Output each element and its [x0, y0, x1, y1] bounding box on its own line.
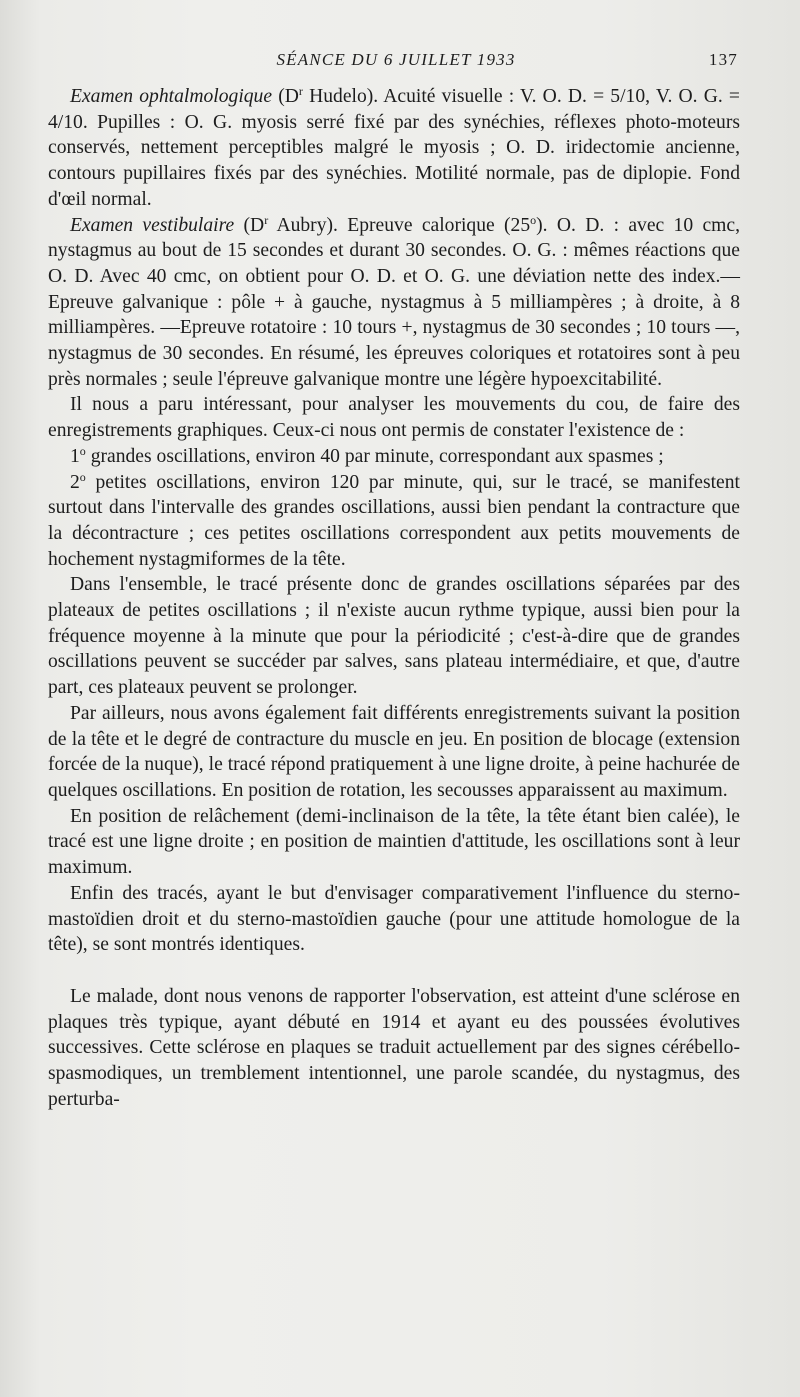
- body-text: [48, 84, 740, 1112]
- page-header-title: SÉANCE DU 6 JUILLET 1933: [276, 50, 516, 69]
- doctor-name: Hudelo: [309, 86, 367, 107]
- paragraph: Enfin des tracés, ayant le but d'envisager comparativement l'influence du sterno-mastoïdien droit et du sterno-mastoïdien gauche (pour une attitude homologue de la tête), se sont montrés identiques.: [48, 882, 740, 956]
- doctor-name: Aubry: [276, 214, 327, 236]
- list-item: 2$^o$ petites oscillations, environ 120 par minute, qui, sur le tracé, se manifestent surtout dans l'intervalle des grandes oscillations, aussi bien pendant la contracture que la décontracture ; ces petites oscillations correspondent aux petits mouvements de hochement nystagmiformes de la tête.: [48, 469, 740, 570]
- paragraph-vestibular-exam: Examen vestibulaire ($D^r$ Aubry). Epreuve calorique (25$^o$). O. D. : avec 10 cmc, nystagmus au bout de 15 secondes et durant 30 secondes. O. G. : mêmes réactions que O. D. Avec 40 cmc, on obtient pour O. D. et O. G. une déviation nette des index.— Epreuve galvanique : pôle + à gauche, nystagmus à 5 milliampères ; à droite, à 8 milliampères. —Epreuve rotatoire : 10 tours +, nystagmus de 30 secondes ; 10 tours —, nystagmus de 30 secondes. En résumé, les épreuves coloriques et rotatoires sont à peu près normales ; seule l'épreuve galvanique montre une légère hypoexcitabilité.: [48, 212, 740, 390]
- section-label: Examen ophtalmologique: [70, 86, 273, 107]
- paragraph: Par ailleurs, nous avons également fait différents enregistrements suivant la position de la tête et le degré de contracture du muscle en jeu. En position de blocage (extension forcée de la nuque), le tracé répond pratiquement à une ligne droite, à peine hachurée de quelques oscillations. En position de rotation, les secousses apparaissent au maximum.: [48, 702, 740, 801]
- running-header: [52, 50, 740, 74]
- paragraph-recordings-intro: Il nous a paru intéressant, pour analyser les mouvements du cou, de faire des enregistrements graphiques. Ceux-ci nous ont permis de constater l'existence de :: [48, 394, 740, 442]
- page-number: 137: [708, 50, 738, 69]
- list-item: 1$^o$ grandes oscillations, environ 40 par minute, correspondant aux spasmes ;: [70, 443, 664, 467]
- paragraph: En position de relâchement (demi-inclinaison de la tête, la tête étant bien calée), le tracé est une ligne droite ; en position de maintien d'attitude, les oscillations sont à leur maximum.: [48, 805, 740, 879]
- section-label: Examen vestibulaire: [70, 214, 235, 236]
- paragraph-ophthalmology-exam: Examen ophtalmologique ($D^r$ Hudelo). Acuité visuelle : V. O. D. = 5/10, V. O. G. = 4/10. Pupilles : O. G. myosis serré fixé par des synéchies, réflexes photo-moteurs conservés, nettement perceptibles malgré le myosis ; O. D. iridectomie ancienne, contours pupillaires fixés par des synéchies. Motilité normale, pas de diplopie. Fond d'œil normal.: [48, 84, 740, 210]
- paragraph-discussion: Le malade, dont nous venons de rapporter l'observation, est atteint d'une sclérose en plaques très typique, ayant débuté en 1914 et ayant eu des poussées évolutives successives. Cette sclérose en plaques se traduit actuellement par des signes cérébello-spasmodiques, un tremblement intentionnel, une parole scandée, du nystagmus, des perturba-: [48, 985, 740, 1110]
- paragraph: Dans l'ensemble, le tracé présente donc de grandes oscillations séparées par des plateaux de petites oscillations ; il n'existe aucun rythme typique, aussi bien pour la fréquence moyenne à la minute que pour la périodicité ; c'est-à-dire que de grandes oscillations peuvent se succéder par salves, sans plateau intermédiaire, et que, d'autre part, ces plateaux peuvent se prolonger.: [48, 574, 740, 699]
